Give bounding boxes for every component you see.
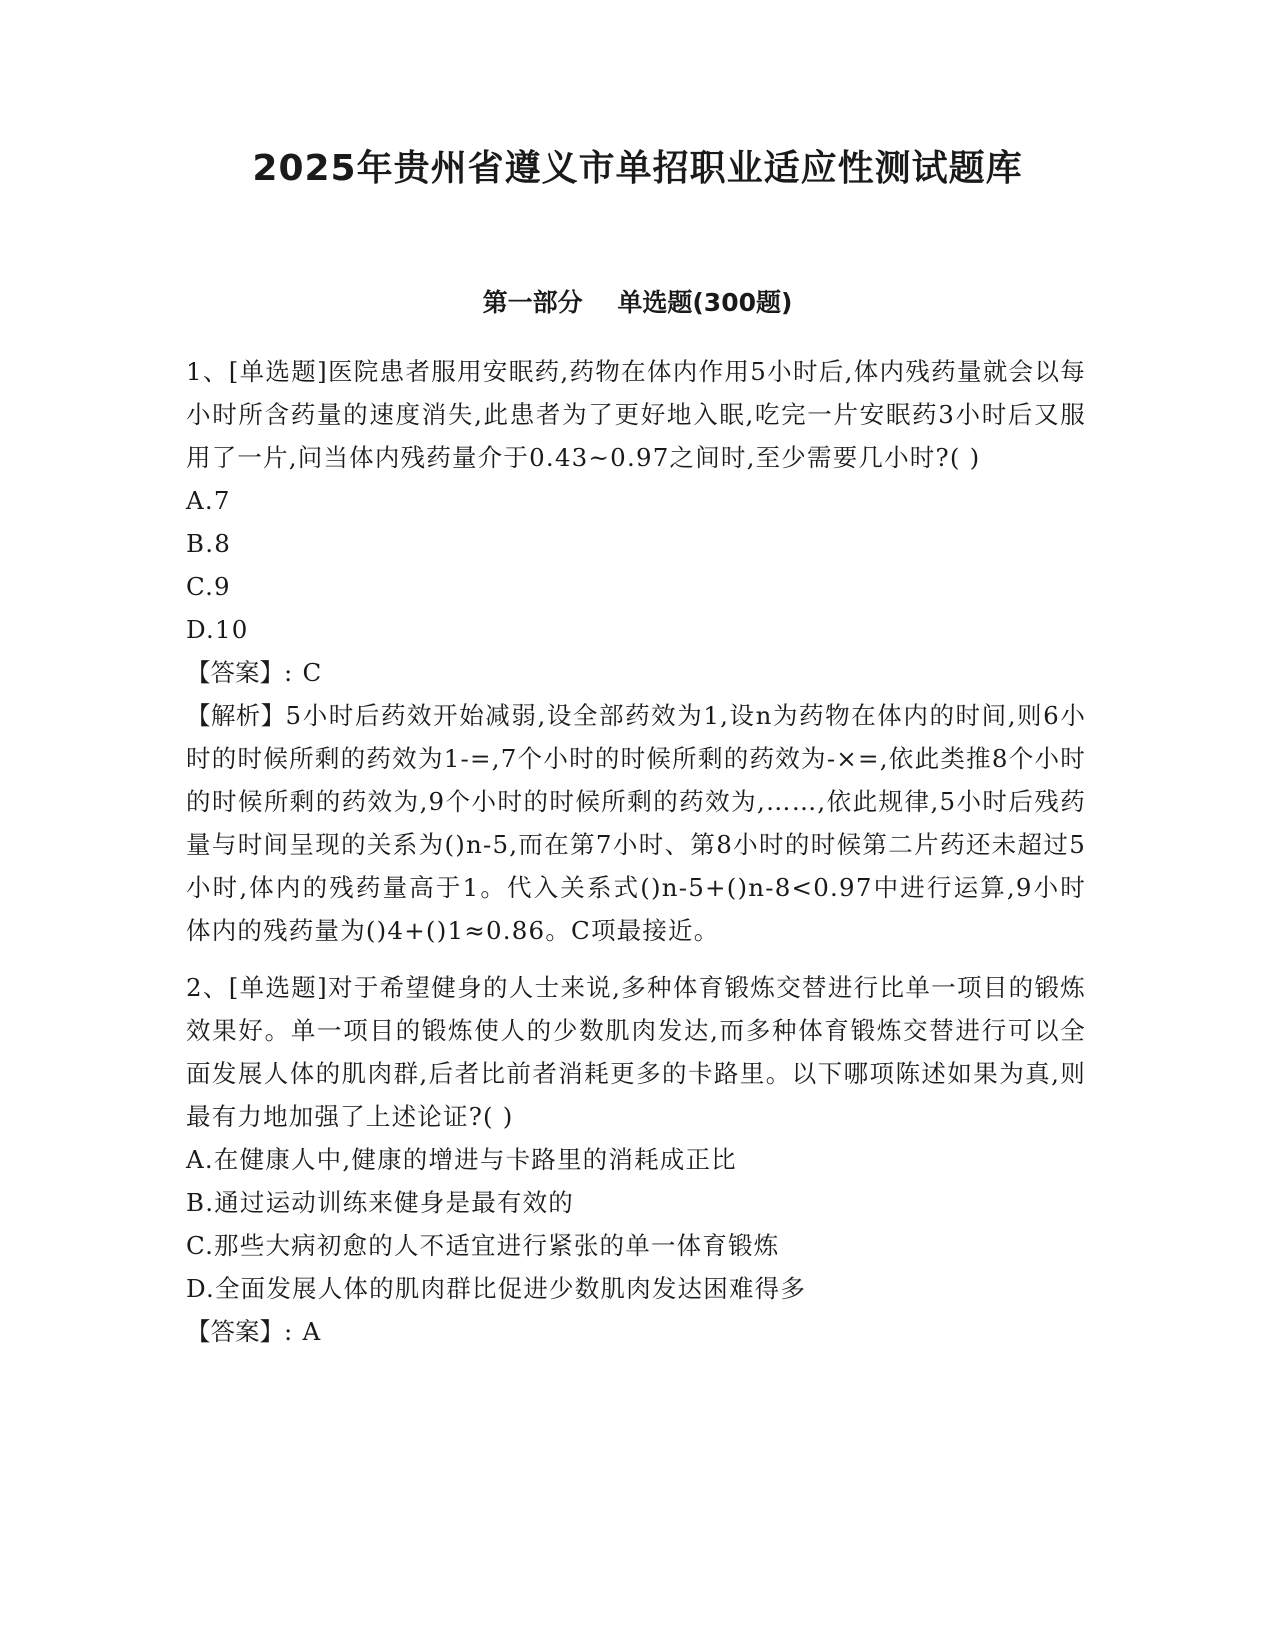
question-2 — [186, 966, 1086, 1353]
question-stem: 2、[单选题]对于希望健身的人士来说,多种体育锻炼交替进行比单一项目的锻炼效果好。单一项目的锻炼使人的少数肌肉发达,而多种体育锻炼交替进行可以全面发展人体的肌肉群,后者比前者消耗更多的卡路里。以下哪项陈述如果为真,则最有力地加强了上述论证?( ) — [186, 973, 1086, 1131]
explanation-label: 【解析】 — [186, 701, 286, 730]
answer-separator: : — [284, 658, 294, 687]
answer-label: 【答案】 — [186, 1317, 284, 1346]
answer-line — [186, 1310, 1086, 1353]
explanation-text: 5小时后药效开始减弱,设全部药效为1,设n为药物在体内的时间,则6小时的时候所剩的药效为1-=,7个小时的时候所剩的药效为-×=,依此类推8个小时的时候所剩的药效为,9个小时的时候所剩的药效为,……,依此规律,5小时后残药量与时间呈现的关系为()n-5,而在第7小时、第8小时的时候第二片药还未超过5小时,体内的残药量高于1。代入关系式()n-5+()n-8<0.97中进行运算,9小时体内的残药量为()4+()1≈0.86。C项最接近。 — [186, 701, 1087, 945]
answer-line — [186, 651, 1086, 694]
option-a: A.在健康人中,健康的增进与卡路里的消耗成正比 — [186, 1145, 737, 1174]
answer-value: C — [302, 658, 323, 687]
answer-separator: : — [284, 1317, 294, 1346]
option-a: A.7 — [186, 486, 231, 515]
question-1 — [186, 350, 1086, 952]
option-b: B.8 — [186, 529, 231, 558]
section-title: 第一部分 单选题(300题) — [482, 288, 793, 317]
question-stem: 1、[单选题]医院患者服用安眠药,药物在体内作用5小时后,体内残药量就会以每小时所含药量的速度消失,此患者为了更好地入眠,吃完一片安眠药3小时后又服用了一片,问当体内残药量介于0.43~0.97之间时,至少需要几小时?( ) — [186, 357, 1086, 472]
option-d: D.全面发展人体的肌肉群比促进少数肌肉发达困难得多 — [186, 1274, 807, 1303]
option-c: C.9 — [186, 572, 231, 601]
explanation — [186, 694, 1086, 952]
answer-value: A — [302, 1317, 322, 1346]
option-b: B.通过运动训练来健身是最有效的 — [186, 1188, 574, 1217]
option-d: D.10 — [186, 615, 249, 644]
page-title: 2025年贵州省遵义市单招职业适应性测试题库 — [252, 148, 1023, 189]
answer-label: 【答案】 — [186, 658, 284, 687]
question-list — [186, 350, 1086, 1367]
option-c: C.那些大病初愈的人不适宜进行紧张的单一体育锻炼 — [186, 1231, 780, 1260]
